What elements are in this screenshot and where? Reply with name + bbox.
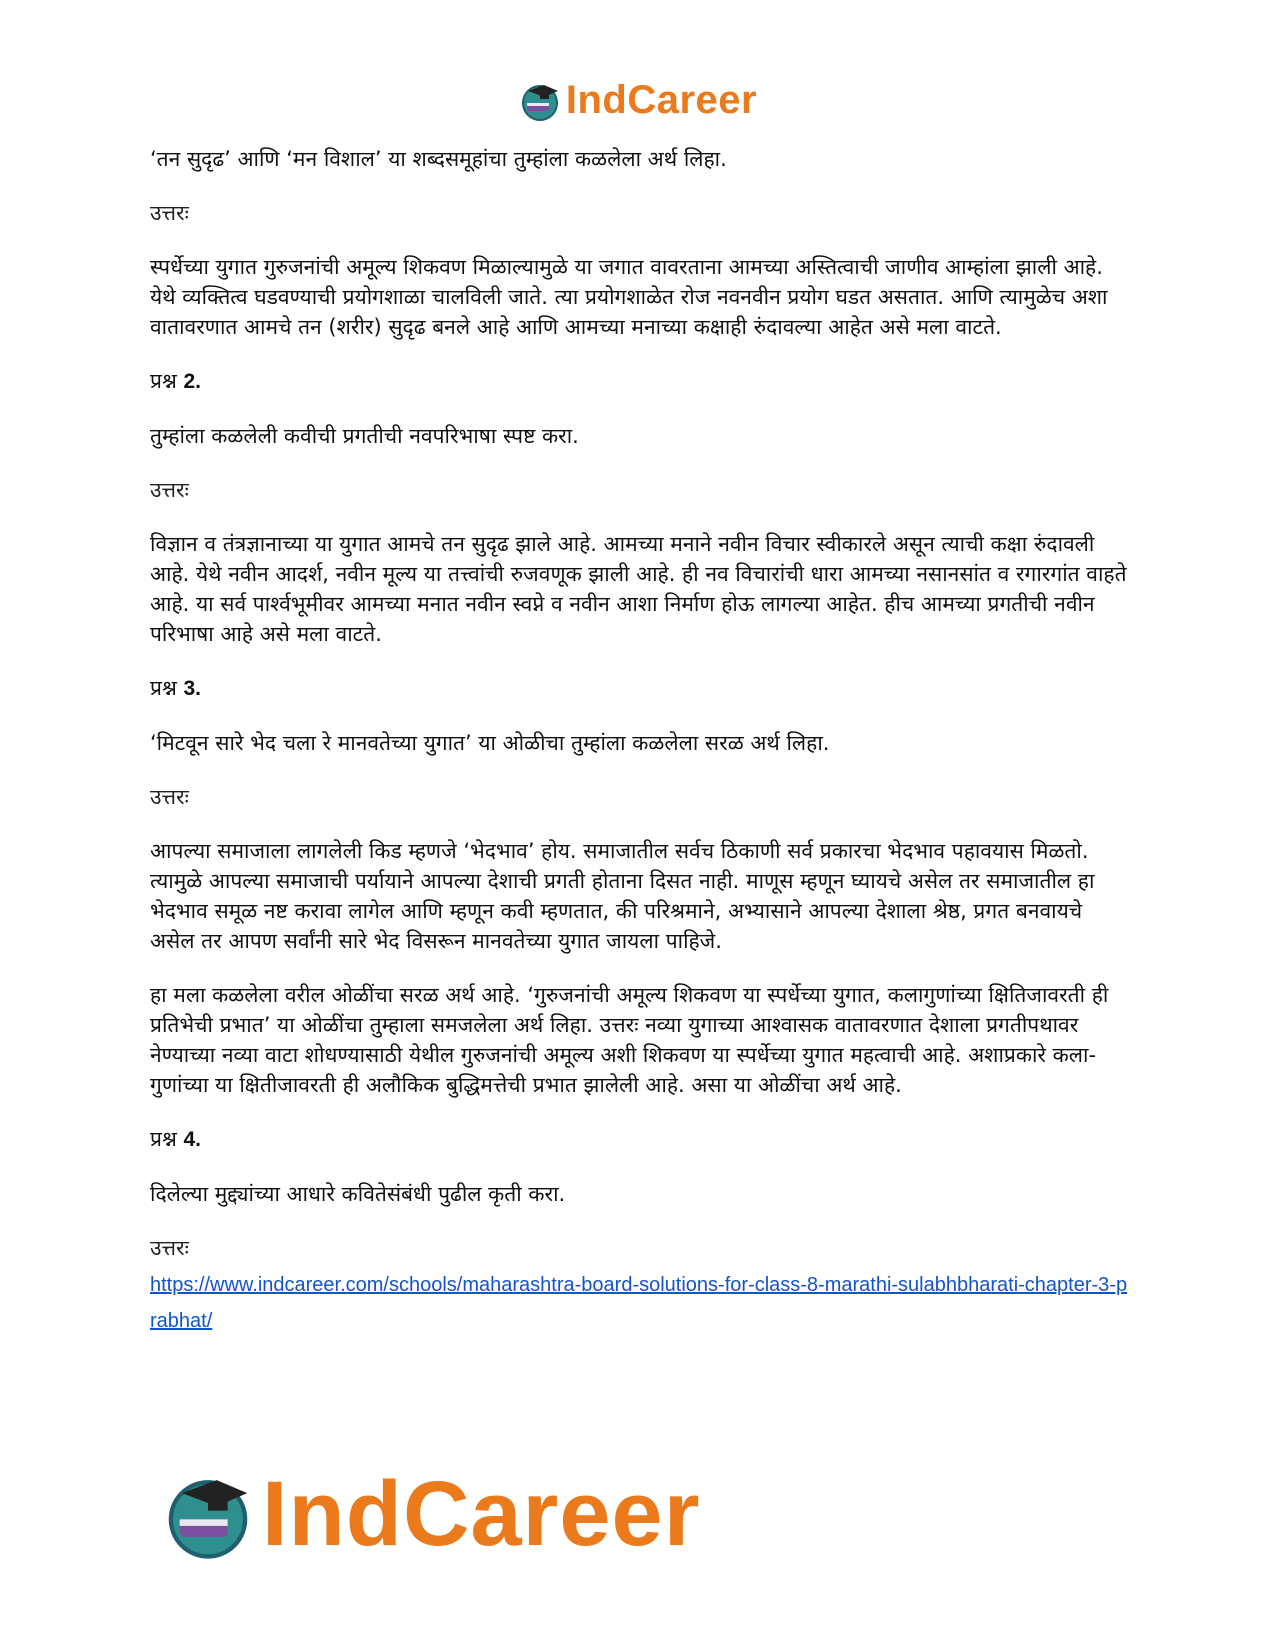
q4-answer-label: उत्तरः	[150, 1236, 189, 1260]
q4-question: दिलेल्या मुद्द्यांच्या आधारे कवितेसंबंधी पुढील कृती करा.	[150, 1182, 566, 1206]
q3-answer-paragraph-2: हा मला कळलेला वरील ओळींचा सरळ अर्थ आहे. ‘गुरुजनांची अमूल्य शिकवण या स्पर्धेच्या युगात, कलागुणांच्या क्षितिजावरती ही प्रतिभेची प्रभात’ या ओळींचा तुम्हाला समजलेला अर्थ लिहा. उत्तरः नव्या युगाच्या आश्वासक वातावरणात देशाला प्रगतीपथावर नेण्याच्या नव्या वाटा शोधण्यासाठी येथील गुरुजनांची अमूल्य अशी शिकवण या स्पर्धेच्या युगात महत्वाची आहे. अशाप्रकारे कला-गुणांच्या या क्षितीजावरती ही अलौकिक बुद्धिमत्तेची प्रभात झालेली आहे. असा या ओळींचा अर्थ आहे.	[150, 983, 1109, 1097]
q2-answer-label: उत्तरः	[150, 478, 189, 502]
q1-question: ‘तन सुदृढ’ आणि ‘मन विशाल’ या शब्दसमूहांचा तुम्हांला कळलेला अर्थ लिहा.	[150, 147, 727, 171]
header-logo	[0, 78, 1275, 123]
q3-question: ‘मिटवून सारे भेद चला रे मानवतेच्या युगात’ या ओळीचा तुम्हांला कळलेला सरळ अर्थ लिहा.	[150, 731, 830, 755]
q2-prefix: प्रश्न	[150, 369, 177, 393]
q3-prefix: प्रश्न	[150, 676, 177, 700]
q3-heading	[150, 673, 1130, 704]
q4-prefix: प्रश्न	[150, 1127, 177, 1151]
q2-answer: विज्ञान व तंत्रज्ञानाच्या या युगात आमचे तन सुदृढ झाले आहे. आमच्या मनाने नवीन विचार स्वीकारले असून त्याची कक्षा रुंदावली आहे. येथे नवीन आदर्श, नवीन मूल्य या तत्त्वांची रुजवणूक झाली आहे. ही नव विचारांची धारा आमच्या नसानसांत व रगारगांत वाहते आहे. या सर्व पार्श्वभूमीवर आमच्या मनात नवीन स्वप्ने व नवीन आशा निर्माण होऊ लागल्या आहेत. हीच आमच्या प्रगतीची नवीन परिभाषा आहे असे मला वाटते.	[150, 532, 1127, 646]
q1-answer: स्पर्धेच्या युगात गुरुजनांची अमूल्य शिकवण मिळाल्यामुळे या जगात वावरताना आमच्या अस्तित्वाची जाणीव आम्हांला झाली आहे. येथे व्यक्तित्व घडवण्याची प्रयोगशाळा चालविली जाते. त्या प्रयोगशाळेत रोज नवनवीन प्रयोग घडत असतात. आणि त्यामुळेच अशा वातावरणात आमचे तन (शरीर) सुदृढ बनले आहे आणि आमच्या मनाच्या कक्षाही रुंदावल्या आहेत असे मला वाटते.	[150, 255, 1108, 339]
globe-cap-icon	[518, 79, 562, 123]
q2-heading	[150, 366, 1130, 397]
main-content	[150, 144, 1130, 1339]
q3-answer-label: उत्तरः	[150, 785, 189, 809]
q2-number: 2.	[183, 370, 201, 393]
q4-number: 4.	[183, 1128, 201, 1151]
globe-cap-icon	[160, 1467, 256, 1563]
source-link[interactable]: https://www.indcareer.com/schools/maharashtra-board-solutions-for-class-8-marathi-sulabhbharati-chapter-3-prabhat/	[150, 1274, 1128, 1332]
q3-number: 3.	[183, 677, 201, 700]
q3-answer-paragraph-1: आपल्या समाजाला लागलेली किड म्हणजे ‘भेदभाव’ होय. समाजातील सर्वच ठिकाणी सर्व प्रकारचा भेदभाव पहावयास मिळतो. त्यामुळे आपल्या समाजाची पर्यायाने आपल्या देशाची प्रगती होताना दिसत नाही. माणूस म्हणून घ्यायचे असेल तर समाजातील हा भेदभाव समूळ नष्ट करावा लागेल आणि म्हणून कवी म्हणतात, की परिश्रमाने, अभ्यासाने आपल्या देशाला श्रेष्ठ, प्रगत बनवायचे असेल तर आपण सर्वांनी सारे भेद विसरून मानवतेच्या युगात जायला पाहिजे.	[150, 839, 1095, 953]
header-brand-text: IndCareer	[565, 78, 758, 122]
q2-question: तुम्हांला कळलेली कवीची प्रगतीची नवपरिभाषा स्पष्ट करा.	[150, 424, 579, 448]
footer-brand-text: IndCareer	[262, 1463, 701, 1565]
q1-answer-label: उत्तरः	[150, 201, 189, 225]
footer-logo	[160, 1462, 701, 1567]
q4-heading	[150, 1124, 1130, 1155]
